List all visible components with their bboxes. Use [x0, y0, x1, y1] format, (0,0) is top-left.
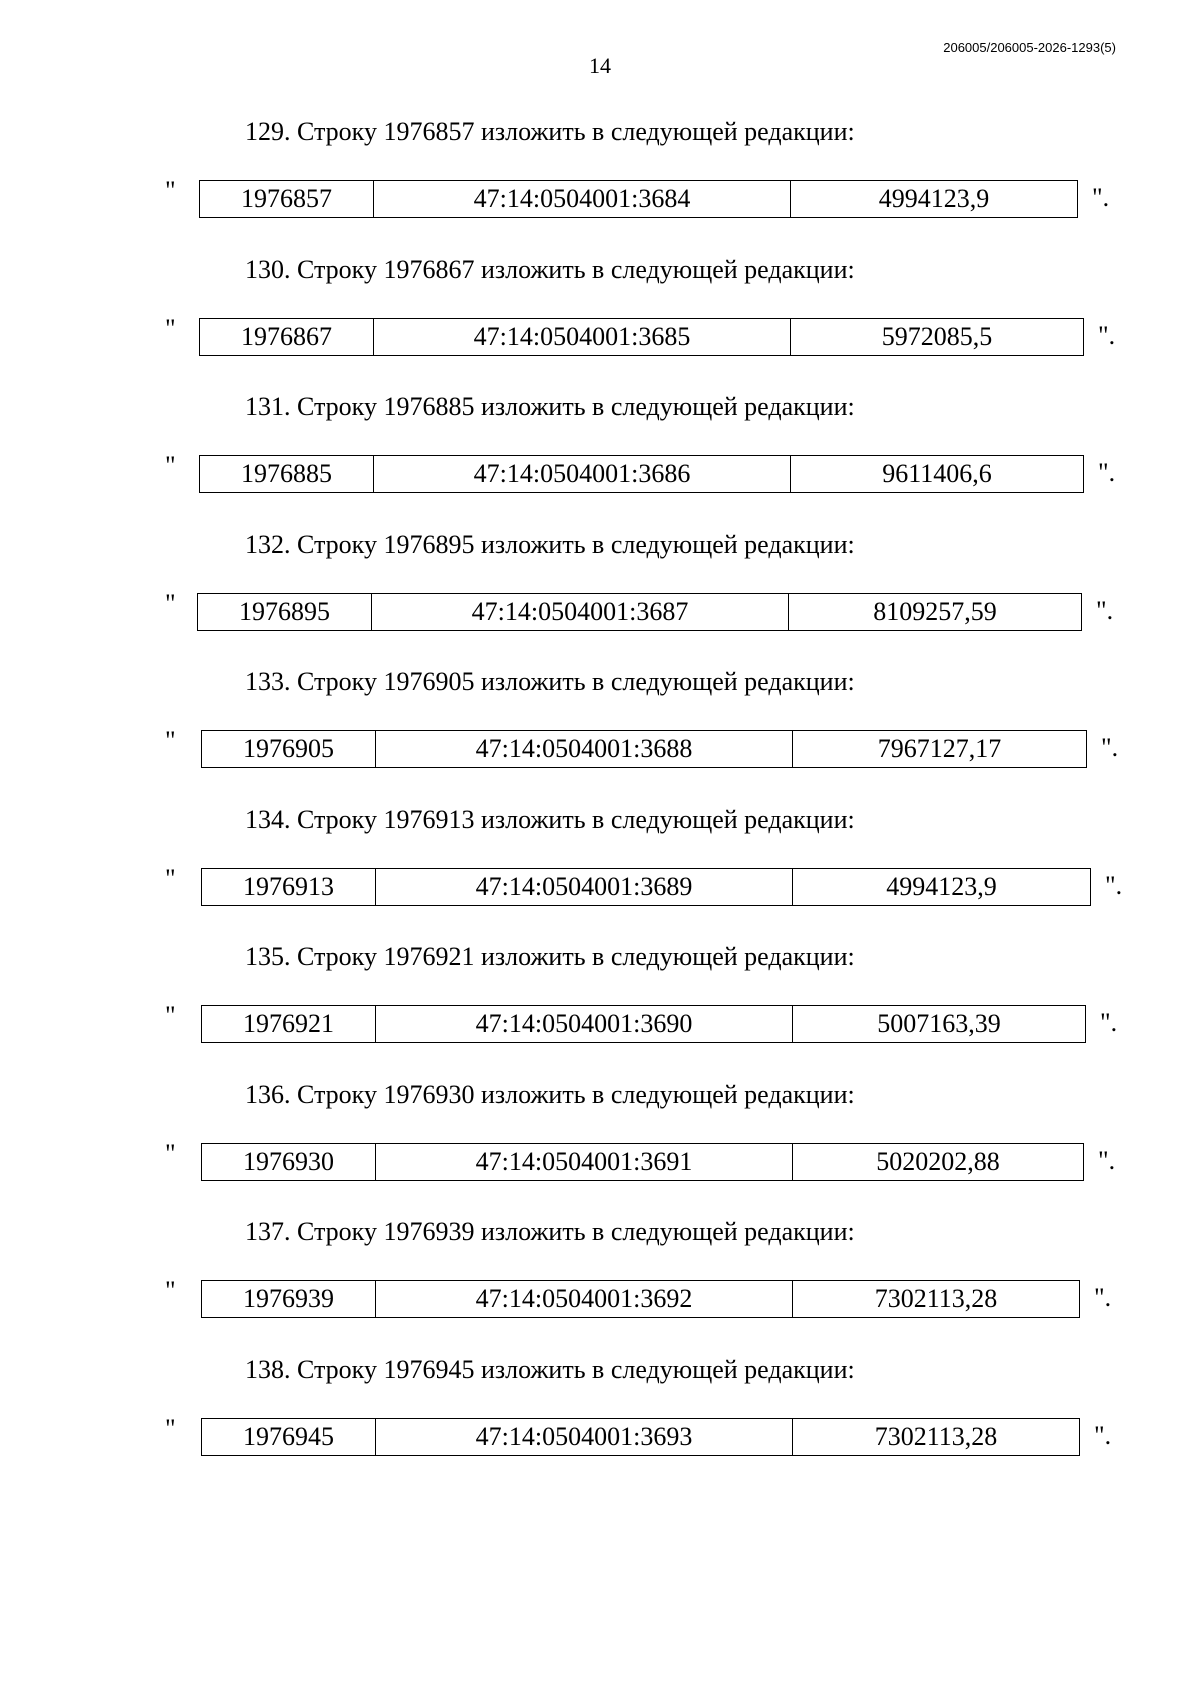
- area-value-cell: 7967127,17: [877, 734, 1002, 763]
- page-number: 14: [589, 53, 611, 78]
- entry-heading: 130. Строку 1976867 изложить в следующей редакции:: [245, 255, 855, 284]
- entry-heading: 138. Строку 1976945 изложить в следующей редакции:: [245, 1355, 855, 1384]
- table-row: [201, 1418, 1080, 1456]
- table-row: [199, 455, 1084, 493]
- table-row: [201, 1005, 1086, 1043]
- area-value-cell: 5007163,39: [877, 1009, 1001, 1038]
- opening-quote: ": [165, 1276, 176, 1305]
- area-value-cell: 4994123,9: [886, 872, 997, 901]
- closing-quote: ".: [1100, 1008, 1118, 1037]
- document-id: 206005/206005-2026-1293(5): [943, 40, 1116, 55]
- area-value-cell: 7302113,28: [874, 1422, 998, 1451]
- row-id-cell: 1976921: [202, 1006, 376, 1042]
- closing-quote: ".: [1098, 458, 1116, 487]
- table-row: [201, 868, 1091, 906]
- cadastral-number-cell: 47:14:0504001:3691: [376, 1144, 793, 1180]
- opening-quote: ": [165, 451, 176, 480]
- opening-quote: ": [165, 589, 176, 618]
- area-value-cell: 5020202,88: [876, 1147, 1000, 1176]
- area-value-cell: 5972085,5: [881, 322, 993, 351]
- area-value-cell: 9611406,6: [882, 459, 992, 488]
- opening-quote: ": [165, 1139, 176, 1168]
- closing-quote: ".: [1094, 1421, 1112, 1450]
- entry-heading: 132. Строку 1976895 изложить в следующей редакции:: [245, 530, 855, 559]
- row-id-cell: 1976930: [202, 1144, 376, 1180]
- cadastral-number-cell: 47:14:0504001:3690: [376, 1006, 793, 1042]
- cadastral-number-cell: 47:14:0504001:3688: [376, 731, 793, 767]
- opening-quote: ": [165, 864, 176, 893]
- row-id-cell: 1976895: [198, 594, 372, 630]
- entry-heading: 129. Строку 1976857 изложить в следующей редакции:: [245, 117, 855, 146]
- table-row: [201, 1143, 1084, 1181]
- entry-heading: 131. Строку 1976885 изложить в следующей редакции:: [245, 392, 855, 421]
- opening-quote: ": [165, 314, 176, 343]
- cadastral-number-cell: 47:14:0504001:3692: [376, 1281, 793, 1317]
- row-id-cell: 1976913: [202, 869, 376, 905]
- area-value-cell: 8109257,59: [873, 597, 997, 626]
- opening-quote: ": [165, 176, 176, 205]
- row-id-cell: 1976857: [200, 181, 374, 217]
- cadastral-number-cell: 47:14:0504001:3689: [376, 869, 793, 905]
- closing-quote: ".: [1101, 733, 1119, 762]
- row-id-cell: 1976939: [202, 1281, 376, 1317]
- closing-quote: ".: [1096, 596, 1114, 625]
- entry-heading: 134. Строку 1976913 изложить в следующей редакции:: [245, 805, 855, 834]
- row-id-cell: 1976867: [200, 319, 374, 355]
- table-row: [201, 730, 1087, 768]
- area-value-cell: 4994123,9: [878, 184, 990, 213]
- cadastral-number-cell: 47:14:0504001:3693: [376, 1419, 793, 1455]
- cadastral-number-cell: 47:14:0504001:3687: [372, 594, 789, 630]
- closing-quote: ".: [1105, 871, 1123, 900]
- cadastral-number-cell: 47:14:0504001:3684: [374, 181, 791, 217]
- entry-heading: 137. Строку 1976939 изложить в следующей редакции:: [245, 1217, 855, 1246]
- closing-quote: ".: [1098, 1146, 1116, 1175]
- entry-heading: 133. Строку 1976905 изложить в следующей редакции:: [245, 667, 855, 696]
- cadastral-number-cell: 47:14:0504001:3686: [374, 456, 791, 492]
- row-id-cell: 1976945: [202, 1419, 376, 1455]
- cadastral-number-cell: 47:14:0504001:3685: [374, 319, 791, 355]
- table-row: [201, 1280, 1080, 1318]
- closing-quote: ".: [1098, 321, 1116, 350]
- table-row: [199, 318, 1084, 356]
- row-id-cell: 1976905: [202, 731, 376, 767]
- opening-quote: ": [165, 1414, 176, 1443]
- closing-quote: ".: [1092, 183, 1110, 212]
- opening-quote: ": [165, 1001, 176, 1030]
- closing-quote: ".: [1094, 1283, 1112, 1312]
- table-row: [199, 180, 1078, 218]
- opening-quote: ": [165, 726, 176, 755]
- area-value-cell: 7302113,28: [874, 1284, 998, 1313]
- table-row: [197, 593, 1082, 631]
- entry-heading: 135. Строку 1976921 изложить в следующей редакции:: [245, 942, 855, 971]
- entry-heading: 136. Строку 1976930 изложить в следующей редакции:: [245, 1080, 855, 1109]
- row-id-cell: 1976885: [200, 456, 374, 492]
